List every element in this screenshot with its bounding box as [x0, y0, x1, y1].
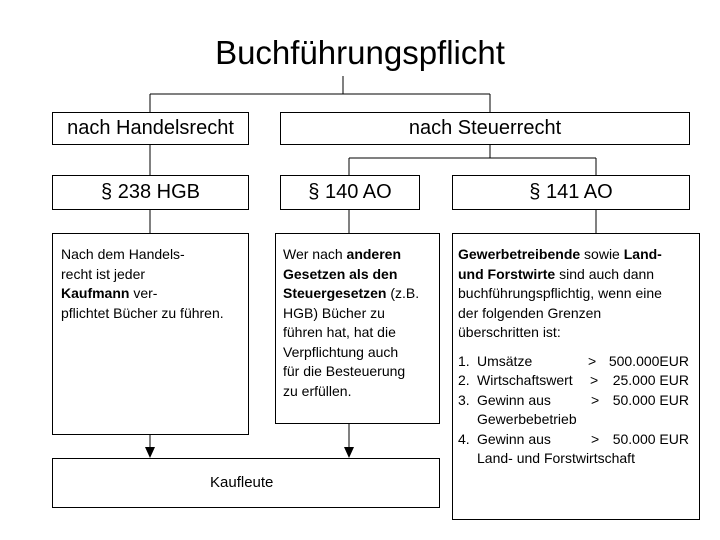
box-col1-text [52, 233, 249, 435]
col1-line2: recht ist jeder [61, 265, 146, 282]
steuerrecht-label: nach Steuerrecht [408, 117, 562, 139]
col2-line2 [283, 265, 432, 285]
col1-line3-rest: ver- [129, 285, 158, 301]
col2-line8: zu erfüllen. [283, 382, 352, 399]
col3-intro-line5: überschritten ist: [458, 324, 561, 340]
threshold-item [458, 430, 694, 450]
threshold-sublabel: Land- und Forstwirtschaft [477, 450, 635, 466]
arrow-col2-head [344, 447, 354, 458]
threshold-operator: > [590, 372, 599, 388]
handelsrecht-label: nach Handelsrecht [67, 117, 234, 139]
threshold-label: Wirtschaftswert [477, 372, 573, 388]
threshold-number: 1. [458, 352, 470, 369]
col3-gewerbetreibende: Gewerbetreibende [458, 246, 581, 262]
threshold-number: 2. [458, 372, 470, 388]
box-handelsrecht [52, 112, 249, 145]
hgb-label: § 238 HGB [101, 181, 200, 203]
col2-line2-bold: Gesetzen als den [283, 265, 398, 282]
threshold-item [458, 391, 694, 411]
box-kaufleute [52, 458, 440, 508]
threshold-label: Gewinn aus [477, 391, 551, 408]
threshold-value: 50.000 EUR [612, 391, 689, 408]
threshold-operator: > [591, 391, 600, 408]
col2-line1 [283, 245, 432, 265]
threshold-operator: > [588, 352, 597, 369]
col1-line3 [61, 284, 240, 304]
col2-line3 [283, 284, 432, 304]
threshold-item [458, 371, 694, 391]
arrow-col1-head [145, 447, 155, 458]
ao141-label: § 141 AO [529, 181, 613, 203]
kaufleute-label: Kaufleute [210, 474, 274, 491]
thresholds-list [458, 352, 694, 469]
col2-line3-rest: (z.B. [386, 285, 420, 301]
threshold-sublabel: Gewerbebetrieb [477, 411, 577, 427]
col2-line7: für die Besteuerung [283, 363, 406, 379]
col2-line1-bold: anderen [346, 246, 402, 262]
col2-line5: führen hat, hat die [283, 324, 396, 340]
col3-intro-line1 [458, 245, 694, 265]
col3-intro-rest: sind auch dann [555, 265, 655, 282]
threshold-item [458, 352, 694, 372]
page-title: Buchführungspflicht [215, 34, 505, 71]
col3-land: Land- [623, 246, 662, 262]
threshold-label: Umsätze [477, 352, 533, 369]
threshold-value: 25.000 EUR [612, 372, 689, 388]
box-ao140 [280, 175, 420, 210]
col3-forstwirte: und Forstwirte [458, 265, 556, 282]
col2-line6: Verpflichtung auch [283, 343, 399, 360]
col2-line3-bold: Steuergesetzen [283, 285, 387, 301]
threshold-operator: > [591, 430, 600, 447]
box-ao141 [452, 175, 690, 210]
col1-kaufmann: Kaufmann [61, 285, 130, 301]
ao140-label: § 140 AO [308, 181, 392, 203]
col2-line4: HGB) Bücher zu [283, 304, 385, 321]
col3-intro-line2 [458, 265, 694, 285]
box-steuerrecht [280, 112, 690, 145]
threshold-number: 3. [458, 391, 470, 408]
threshold-number: 4. [458, 430, 470, 447]
box-col3-text [452, 233, 700, 520]
col3-intro-line4: der folgenden Grenzen [458, 304, 602, 321]
col3-intro-mid: sowie [580, 246, 624, 262]
col3-intro-line3: buchführungspflichtig, wenn eine [458, 285, 662, 301]
col1-line4: pflichtet Bücher zu führen. [61, 304, 224, 321]
threshold-value: 50.000 EUR [612, 430, 689, 447]
box-hgb [52, 175, 249, 210]
col2-line1-pre: Wer nach [283, 246, 347, 262]
threshold-value: 500.000EUR [608, 352, 689, 369]
box-col2-text [275, 233, 440, 424]
threshold-label: Gewinn aus [477, 430, 551, 447]
col1-line1: Nach dem Handels- [61, 246, 185, 262]
